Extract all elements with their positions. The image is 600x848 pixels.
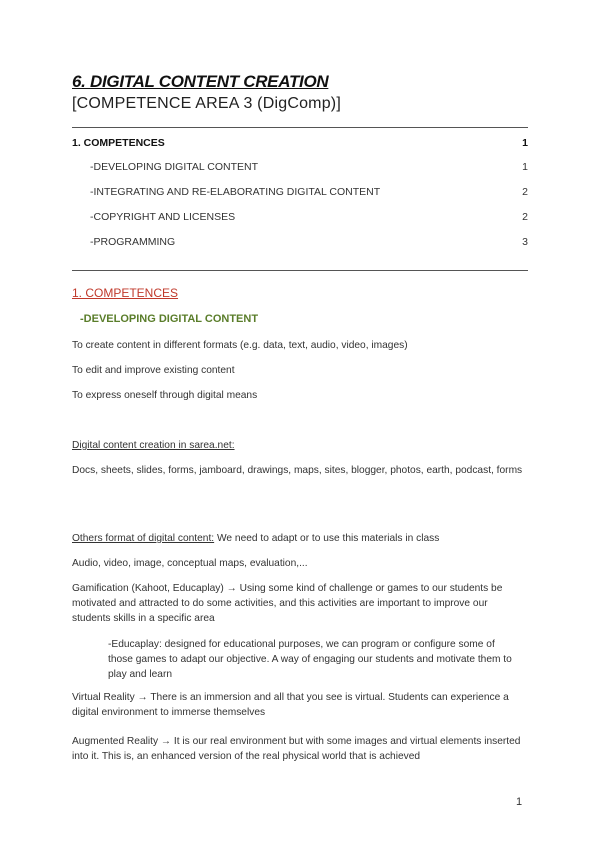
gamification-paragraph: Gamification (Kahoot, Educaplay) → Using some kind of challenge or games to our students be motivated and attracted to do some activities, and this activities are important to improve our students skills in a specific area [72, 583, 503, 624]
toc-entry[interactable] [72, 137, 528, 149]
page-number: 1 [516, 796, 523, 808]
toc-entry-label: -DEVELOPING DIGITAL CONTENT [90, 161, 259, 173]
toc-entry-page: 3 [522, 236, 528, 248]
divider-bottom [72, 270, 528, 271]
toc-entry[interactable] [72, 161, 528, 173]
toc-entry-label: 1. COMPETENCES [72, 137, 165, 149]
toc-entry-label: -INTEGRATING AND RE-ELABORATING DIGITAL CONTENT [90, 186, 381, 198]
toc-entry[interactable] [72, 186, 528, 198]
toc-entry-page: 2 [522, 211, 528, 223]
document-title: 6. DIGITAL CONTENT CREATION [72, 72, 329, 91]
section-heading: 1. COMPETENCES [72, 286, 179, 300]
toc-entry[interactable] [72, 236, 528, 248]
toc-entry-page: 1 [522, 137, 528, 149]
toc-entry-page: 1 [522, 161, 528, 173]
ar-paragraph: Augmented Reality → It is our real environment but with some images and virtual elements inserted into it. This is, an enhanced version of the real physical world that is achieved [72, 736, 521, 762]
body-line: To express oneself through digital means [72, 390, 258, 401]
sarea-text: Docs, sheets, slides, forms, jamboard, drawings, maps, sites, blogger, photos, earth, podcast, forms [72, 465, 523, 476]
body-line: To create content in different formats (e.g. data, text, audio, video, images) [72, 340, 408, 351]
toc-entry-label: -COPYRIGHT AND LICENSES [90, 211, 236, 223]
formats-line: Audio, video, image, conceptual maps, evaluation,... [72, 558, 308, 569]
toc-entry[interactable] [72, 211, 528, 223]
toc-entry-label: -PROGRAMMING [90, 236, 176, 248]
divider-top [72, 127, 528, 128]
body-line: To edit and improve existing content [72, 365, 235, 376]
vr-paragraph: Virtual Reality → There is an immersion and all that you see is virtual. Students can experience a digital environment to immerse themselves [72, 692, 509, 718]
subsection-heading: -DEVELOPING DIGITAL CONTENT [80, 313, 259, 325]
document-subtitle: [COMPETENCE AREA 3 (DigComp)] [72, 95, 341, 112]
sarea-heading: Digital content creation in sarea.net: [72, 440, 235, 451]
educaplay-paragraph: -Educaplay: designed for educational purposes, we can program or configure some of those games to adapt our objective. A way of engaging our students and motivate them to play and learn [108, 639, 512, 680]
toc-entry-page: 2 [522, 186, 528, 198]
others-heading: Others format of digital content: [72, 533, 215, 544]
others-text: We need to adapt or to use this materials in class [214, 533, 440, 544]
others-paragraph [72, 531, 528, 546]
